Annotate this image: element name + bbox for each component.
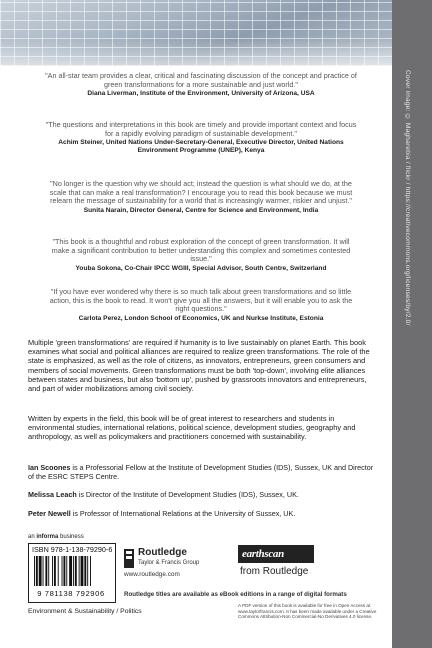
audience-paragraph: Written by experts in the field, this book will be of great interest to researchers and students in environmental studies, international relations, political science, development studies, geography and anthropology, as well as policymakers and practitioners concerned with sustainability. (28, 414, 356, 442)
author-bio-3 (28, 509, 374, 518)
endorsement-3 (44, 180, 358, 215)
barcode-bar (73, 556, 74, 586)
author-name: Ian Scoones (28, 463, 71, 472)
barcode-bar (69, 556, 72, 586)
endorsement-4 (44, 238, 358, 273)
book-description: Multiple 'green transformations' are required if humanity is to live sustainably on planet Earth. This book examines what social and political alliances are required to realize green transformations. The role of the state is emphasized, as well as the role of citizens, as innovators, entrepreneurs, green consumers and members of social movements. Green transformations must be both 'top-down', involving elite alliances between states and business, but also 'bottom up', pushed by grassroots innovators and entrepreneurs, and part of wider mobilizations among civil society. (28, 338, 370, 394)
barcode-bar (36, 556, 38, 586)
barcode-bar (84, 556, 86, 586)
quote-attribution: Diana Liverman, Institute of the Environment, University of Arizona, USA (87, 90, 315, 98)
author-bio-text: is Director of the Institute of Development Studies (IDS), Sussex, UK. (76, 490, 299, 499)
barcode-bar (54, 556, 56, 586)
quote-text: "This book is a thoughtful and robust exploration of the concept of green transformation. It will make a significant contribution to better understanding this complex and sometimes contested issue." (51, 237, 351, 264)
barcode (34, 556, 110, 586)
side-strip (392, 0, 432, 648)
barcode-bar (90, 556, 91, 586)
barcode-bar (34, 556, 35, 586)
author-bio-1 (28, 463, 374, 481)
author-bio-text: is a Professorial Fellow at the Institute of Development Studies (IDS), Sussex, UK and Director of the ESRC STEPS Centre. (28, 463, 374, 481)
open-access-note: A PDF version of this book is available for free in Open Access at www.taylorfrancis.com. It has been made available under a Creative Commons Attribution-Non Commercial-No Derivatives 4.0 license. (238, 603, 377, 620)
earthscan-from: from Routledge (240, 566, 309, 577)
isbn: ISBN 978-1-138-79290-6 (32, 545, 113, 554)
barcode-bar (63, 556, 65, 586)
barcode-bar (75, 556, 77, 586)
earthscan-logo-text: earthscan (242, 548, 284, 560)
barcode-bar (87, 556, 88, 586)
quote-attribution: Achim Steiner, United Nations Under-Secretary-General, Executive Director, United Nations Environment Programme (UNEP), Kenya (58, 139, 344, 155)
informa-prefix: an (28, 534, 37, 540)
subject-category: Environment & Sustainability / Politics (28, 608, 142, 615)
photo-fade (0, 0, 392, 66)
author-name: Peter Newell (28, 509, 71, 518)
barcode-bar (81, 556, 84, 586)
routledge-logo-icon (124, 549, 134, 568)
author-bio-text: is Professor of International Relations at the University of Sussex, UK. (70, 509, 296, 518)
quote-text: "If you have ever wondered why there is so much talk about green transformations and so little action, this is the book to read. It won't give you all the answers, but it will enable you to ask the right questions." (49, 287, 353, 314)
barcode-number: 9 781138 792906 (37, 589, 105, 598)
endorsement-2 (44, 121, 358, 155)
cover-image-credit: Cover image: © Magharebia / flickr / https://creativecommons.org/licenses/by/2.0/ (404, 70, 411, 326)
endorsement-5 (44, 288, 358, 323)
informa-suffix: business (58, 534, 84, 540)
author-bio-2 (28, 490, 374, 499)
quote-attribution: Youba Sokona, Co-Chair IPCC WGIII, Special Advisor, South Centre, Switzerland (75, 264, 327, 272)
publisher-url[interactable]: www.routledge.com (124, 571, 180, 578)
informa-bold: informa (36, 534, 59, 540)
quote-text: "An all-star team provides a clear, critical and fascinating discussion of the concept and practice of green transformations for a more sustainable and just world." (45, 71, 357, 89)
barcode-bar (79, 556, 80, 586)
quote-attribution: Sunita Narain, Director General, Centre for Science and Environment, India (83, 206, 319, 214)
barcode-bar (45, 556, 47, 586)
barcode-bar (62, 556, 63, 586)
barcode-bar (43, 556, 44, 586)
quote-text: "The questions and interpretations in this book are timely and provide important context and focus for a rapidly evolving paradigm of sustainable development." (45, 120, 357, 138)
barcode-bar (66, 556, 67, 586)
quote-text: "No longer is the question why we should act; instead the question is what should we do, at the scale that can make a real transformation? I encourage you to read this book because we must relearn the message of sustainability for a world that is increasingly warmer, riskier and unjust." (49, 179, 353, 206)
barcode-bar (52, 556, 53, 586)
barcode-bar (58, 556, 59, 586)
informa-tag (28, 534, 84, 540)
author-name: Melissa Leach (28, 490, 77, 499)
barcode-bar (39, 556, 42, 586)
endorsement-1 (44, 72, 358, 98)
quote-attribution: Carlota Perez, London School of Economics, UK and Nurkse Institute, Estonia (78, 314, 324, 322)
publisher-group: Taylor & Francis Group (138, 560, 200, 566)
ebook-availability: Routledge titles are available as eBook editions in a range of digital formats (124, 591, 347, 598)
barcode-bar (48, 556, 49, 586)
publisher-name: Routledge (138, 547, 187, 558)
